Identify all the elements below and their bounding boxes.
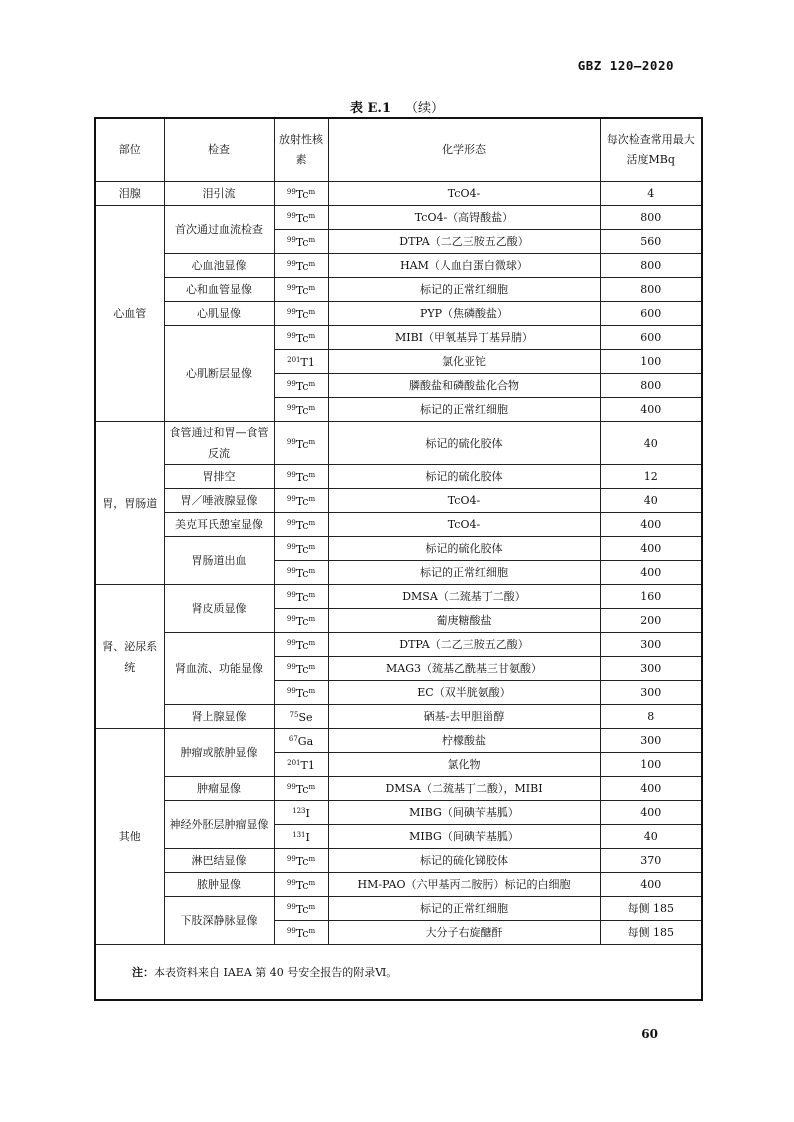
- table-row: [95, 585, 702, 609]
- activity-cell: 400: [600, 513, 702, 537]
- nuclide-metastable-mark: m: [308, 543, 316, 551]
- activity-cell: 300: [600, 657, 702, 681]
- chemical-form-cell: MIBG（间碘苄基胍）: [328, 801, 600, 825]
- nuclide-mass-number: 99: [286, 567, 296, 575]
- nuclide-symbol: Tc: [295, 639, 309, 652]
- nuclide-symbol: Tc: [295, 236, 309, 249]
- nuclide-mass-number: 99: [286, 404, 296, 412]
- activity-cell: 300: [600, 681, 702, 705]
- exam-cell: 胃肠道出血: [164, 537, 274, 585]
- nuclide-symbol: Tc: [295, 188, 309, 201]
- nuclide-mass-number: 99: [286, 639, 296, 647]
- nuclide-mass-number: 99: [286, 879, 296, 887]
- nuclide-cell: [274, 182, 328, 206]
- nuclide-mass-number: 131: [292, 831, 306, 839]
- activity-cell: 600: [600, 302, 702, 326]
- nuclide-symbol: Tc: [295, 663, 309, 676]
- exam-cell: 食管通过和胃—食管反流: [164, 422, 274, 465]
- chemical-form-cell: 标记的硫化胶体: [328, 465, 600, 489]
- table-row: [95, 777, 702, 801]
- nuclide-symbol: Tc: [295, 855, 309, 868]
- nuclide-cell: [274, 206, 328, 230]
- nuclide-metastable-mark: m: [308, 879, 316, 887]
- exam-cell: 肾皮质显像: [164, 585, 274, 633]
- nuclide-symbol: T1: [300, 759, 315, 772]
- chemical-form-cell: 标记的硫化胶体: [328, 537, 600, 561]
- col-header-exam: 检查: [164, 118, 274, 182]
- nuclide-cell: [274, 681, 328, 705]
- nuclide-metastable-mark: m: [308, 519, 316, 527]
- chemical-form-cell: TcO4-（高锝酸盐）: [328, 206, 600, 230]
- nuclide-cell: [274, 753, 328, 777]
- nuclide-cell: [274, 422, 328, 465]
- nuclide-metastable-mark: m: [308, 663, 316, 671]
- activity-cell: 160: [600, 585, 702, 609]
- chemical-form-cell: 氯化亚铊: [328, 350, 600, 374]
- nuclide-cell: [274, 489, 328, 513]
- exam-cell: 淋巴结显像: [164, 849, 274, 873]
- nuclide-symbol: Tc: [295, 380, 309, 393]
- activity-cell: 300: [600, 633, 702, 657]
- activity-cell: 400: [600, 537, 702, 561]
- chemical-form-cell: 标记的硫化锑胶体: [328, 849, 600, 873]
- exam-cell: 肾上腺显像: [164, 705, 274, 729]
- nuclide-cell: [274, 921, 328, 945]
- activity-cell: 560: [600, 230, 702, 254]
- nuclide-symbol: Tc: [295, 543, 309, 556]
- table-row: [95, 465, 702, 489]
- activity-cell: 每侧 185: [600, 921, 702, 945]
- nuclide-cell: [274, 302, 328, 326]
- nuclide-mass-number: 99: [286, 260, 296, 268]
- table-row: [95, 801, 702, 825]
- nuclide-mass-number: 99: [286, 855, 296, 863]
- activity-cell: 每侧 185: [600, 897, 702, 921]
- activity-cell: 40: [600, 825, 702, 849]
- activity-cell: 400: [600, 873, 702, 897]
- site-cell: 心血管: [95, 206, 164, 422]
- chemical-form-cell: TcO4-: [328, 489, 600, 513]
- activity-cell: 400: [600, 801, 702, 825]
- nuclide-mass-number: 99: [286, 188, 296, 196]
- activity-cell: 800: [600, 278, 702, 302]
- nuclide-cell: [274, 326, 328, 350]
- table-row: [95, 206, 702, 230]
- nuclide-mass-number: 99: [286, 783, 296, 791]
- table-row: [95, 849, 702, 873]
- nuclide-symbol: Tc: [295, 927, 309, 940]
- nuclide-metastable-mark: m: [308, 639, 316, 647]
- activity-cell: 800: [600, 374, 702, 398]
- nuclide-cell: [274, 873, 328, 897]
- chemical-form-cell: TcO4-: [328, 182, 600, 206]
- chemical-form-cell: 大分子右旋醣酐: [328, 921, 600, 945]
- table-row: [95, 422, 702, 465]
- chemical-form-cell: DMSA（二巯基丁二酸）: [328, 585, 600, 609]
- nuclide-metastable-mark: m: [308, 284, 316, 292]
- nuclide-symbol: Tc: [295, 567, 309, 580]
- activity-cell: 8: [600, 705, 702, 729]
- exam-cell: 泪引流: [164, 182, 274, 206]
- chemical-form-cell: 标记的正常红细胞: [328, 398, 600, 422]
- nuclide-mass-number: 99: [286, 437, 296, 446]
- nuclide-metastable-mark: m: [308, 783, 316, 791]
- chemical-form-cell: 标记的正常红细胞: [328, 897, 600, 921]
- nuclide-symbol: Tc: [295, 437, 309, 451]
- chemical-form-cell: 葡庚糖酸盐: [328, 609, 600, 633]
- nuclide-metastable-mark: m: [308, 404, 316, 412]
- nuclide-mass-number: 99: [286, 543, 296, 551]
- nuclide-cell: [274, 657, 328, 681]
- exam-cell: 心肌显像: [164, 302, 274, 326]
- nuclide-metastable-mark: m: [308, 855, 316, 863]
- nuclide-cell: [274, 537, 328, 561]
- nuclide-metastable-mark: m: [308, 332, 316, 340]
- col-header-site: 部位: [95, 118, 164, 182]
- table-row: [95, 513, 702, 537]
- nuclide-symbol: T1: [300, 356, 315, 369]
- activity-cell: 12: [600, 465, 702, 489]
- nuclide-metastable-mark: m: [308, 236, 316, 244]
- nuclide-mass-number: 201: [287, 759, 301, 767]
- activity-cell: 800: [600, 206, 702, 230]
- table-row: [95, 254, 702, 278]
- nuclide-cell: [274, 849, 328, 873]
- nuclide-symbol: Ga: [297, 735, 314, 748]
- table-row: [95, 633, 702, 657]
- table-continued-label: （续）: [405, 101, 445, 116]
- nuclide-symbol: Tc: [295, 519, 309, 532]
- nuclide-metastable-mark: m: [308, 380, 316, 388]
- nuclide-symbol: Tc: [295, 687, 309, 700]
- nuclide-mass-number: 99: [286, 687, 296, 695]
- table-row: [95, 873, 702, 897]
- site-cell: 泪腺: [95, 182, 164, 206]
- activity-cell: 300: [600, 729, 702, 753]
- nuclide-cell: [274, 705, 328, 729]
- chemical-form-cell: MIBI（甲氧基异丁基异腈）: [328, 326, 600, 350]
- note-label: 注：: [132, 965, 154, 979]
- chemical-form-cell: MIBG（间碘苄基胍）: [328, 825, 600, 849]
- activity-cell: 40: [600, 489, 702, 513]
- nuclide-symbol: Se: [298, 711, 313, 724]
- nuclide-mass-number: 99: [286, 927, 296, 935]
- activity-cell: 400: [600, 561, 702, 585]
- exam-cell: 脓肿显像: [164, 873, 274, 897]
- nuclide-cell: [274, 398, 328, 422]
- table-row: [95, 729, 702, 753]
- nuclide-symbol: Tc: [295, 783, 309, 796]
- nuclide-cell: [274, 633, 328, 657]
- nuclide-cell: [274, 609, 328, 633]
- nuclide-metastable-mark: m: [308, 188, 316, 196]
- table-header-row: [95, 118, 702, 182]
- activity-cell: 800: [600, 254, 702, 278]
- chemical-form-cell: 柠檬酸盐: [328, 729, 600, 753]
- nuclide-symbol: Tc: [295, 404, 309, 417]
- nuclide-cell: [274, 465, 328, 489]
- nuclide-metastable-mark: m: [308, 687, 316, 695]
- nuclide-symbol: Tc: [295, 212, 309, 225]
- nuclide-metastable-mark: m: [308, 260, 316, 268]
- table-title: 表 E.1: [349, 101, 391, 116]
- nuclide-cell: [274, 350, 328, 374]
- site-cell: 胃，胃肠道: [95, 422, 164, 585]
- col-header-nuclide: 放射性核素: [274, 118, 328, 182]
- table-row: [95, 326, 702, 350]
- chemical-form-cell: 标记的正常红细胞: [328, 278, 600, 302]
- nuclide-metastable-mark: m: [308, 437, 316, 446]
- nuclide-mass-number: 99: [286, 284, 296, 292]
- table-row: [95, 302, 702, 326]
- col-header-chemical: 化学形态: [328, 118, 600, 182]
- chemical-form-cell: HAM（人血白蛋白微球）: [328, 254, 600, 278]
- chemical-form-cell: 膦酸盐和磷酸盐化合物: [328, 374, 600, 398]
- exam-cell: 心肌断层显像: [164, 326, 274, 422]
- exam-cell: 首次通过血流检查: [164, 206, 274, 254]
- nuclide-mass-number: 123: [292, 807, 306, 815]
- nuclide-mass-number: 99: [286, 615, 296, 623]
- chemical-form-cell: 氯化物: [328, 753, 600, 777]
- table-note: [95, 945, 702, 1001]
- exam-cell: 心血池显像: [164, 254, 274, 278]
- nuclide-mass-number: 99: [286, 332, 296, 340]
- nuclide-mass-number: 99: [286, 663, 296, 671]
- nuclide-metastable-mark: m: [308, 615, 316, 623]
- nuclide-cell: [274, 729, 328, 753]
- nuclide-metastable-mark: m: [308, 495, 316, 503]
- nuclide-cell: [274, 897, 328, 921]
- activity-cell: 400: [600, 777, 702, 801]
- table-row: [95, 897, 702, 921]
- nuclide-symbol: Tc: [295, 284, 309, 297]
- table-note-row: [95, 945, 702, 1001]
- chemical-form-cell: DMSA（二巯基丁二酸），MIBI: [328, 777, 600, 801]
- activity-cell: 40: [600, 422, 702, 465]
- nuclide-symbol: Tc: [295, 308, 309, 321]
- nuclide-symbol: Tc: [295, 879, 309, 892]
- nuclide-cell: [274, 513, 328, 537]
- table-body: [95, 182, 702, 945]
- nuclide-cell: [274, 777, 328, 801]
- nuclide-cell: [274, 561, 328, 585]
- chemical-form-cell: PYP（焦磷酸盐）: [328, 302, 600, 326]
- nuclide-mass-number: 99: [286, 380, 296, 388]
- nuclide-mass-number: 99: [286, 903, 296, 911]
- activity-cell: 200: [600, 609, 702, 633]
- nuclide-symbol: Tc: [295, 903, 309, 916]
- nuclide-cell: [274, 230, 328, 254]
- exam-cell: 肿瘤或脓肿显像: [164, 729, 274, 777]
- nuclide-cell: [274, 801, 328, 825]
- radionuclide-exam-table: [94, 117, 703, 1001]
- exam-cell: 神经外胚层肿瘤显像: [164, 801, 274, 849]
- note-text: 本表资料来自 IAEA 第 40 号安全报告的附录Ⅵ。: [154, 965, 398, 979]
- nuclide-metastable-mark: m: [308, 567, 316, 575]
- nuclide-symbol: Tc: [295, 615, 309, 628]
- nuclide-mass-number: 75: [289, 711, 299, 719]
- nuclide-mass-number: 99: [286, 519, 296, 527]
- nuclide-mass-number: 99: [286, 236, 296, 244]
- activity-cell: 600: [600, 326, 702, 350]
- nuclide-symbol: I: [305, 831, 310, 844]
- site-cell: 肾、泌尿系统: [95, 585, 164, 729]
- chemical-form-cell: 标记的正常红细胞: [328, 561, 600, 585]
- nuclide-mass-number: 99: [286, 212, 296, 220]
- nuclide-metastable-mark: m: [308, 927, 316, 935]
- exam-cell: 胃排空: [164, 465, 274, 489]
- chemical-form-cell: DTPA（二乙三胺五乙酸）: [328, 230, 600, 254]
- nuclide-cell: [274, 254, 328, 278]
- chemical-form-cell: DTPA（二乙三胺五乙酸）: [328, 633, 600, 657]
- nuclide-mass-number: 201: [287, 356, 301, 364]
- table-row: [95, 705, 702, 729]
- nuclide-metastable-mark: m: [308, 308, 316, 316]
- chemical-form-cell: MAG3（巯基乙酰基三甘氨酸）: [328, 657, 600, 681]
- col-header-activity: 每次检查常用最大活度MBq: [600, 118, 702, 182]
- nuclide-symbol: I: [305, 807, 310, 820]
- standard-code: GBZ 120—2020: [577, 58, 674, 73]
- nuclide-symbol: Tc: [295, 471, 309, 484]
- nuclide-symbol: Tc: [295, 332, 309, 345]
- nuclide-symbol: Tc: [295, 260, 309, 273]
- activity-cell: 4: [600, 182, 702, 206]
- activity-cell: 400: [600, 398, 702, 422]
- nuclide-cell: [274, 278, 328, 302]
- exam-cell: 下肢深静脉显像: [164, 897, 274, 945]
- exam-cell: 肾血流、功能显像: [164, 633, 274, 705]
- table-row: [95, 537, 702, 561]
- table-caption: [0, 97, 794, 116]
- chemical-form-cell: EC（双半胱氨酸）: [328, 681, 600, 705]
- table-row: [95, 182, 702, 206]
- exam-cell: 肿瘤显像: [164, 777, 274, 801]
- nuclide-metastable-mark: m: [308, 903, 316, 911]
- nuclide-mass-number: 99: [286, 495, 296, 503]
- exam-cell: 心和血管显像: [164, 278, 274, 302]
- chemical-form-cell: 硒基-去甲胆甾醇: [328, 705, 600, 729]
- activity-cell: 100: [600, 350, 702, 374]
- table-row: [95, 489, 702, 513]
- exam-cell: 美克耳氏憩室显像: [164, 513, 274, 537]
- nuclide-mass-number: 67: [288, 735, 298, 743]
- page-number: 60: [641, 1027, 658, 1041]
- activity-cell: 100: [600, 753, 702, 777]
- chemical-form-cell: HM-PAO（六甲基丙二胺肟）标记的白细胞: [328, 873, 600, 897]
- site-cell: 其他: [95, 729, 164, 945]
- nuclide-metastable-mark: m: [308, 591, 316, 599]
- activity-cell: 370: [600, 849, 702, 873]
- chemical-form-cell: TcO4-: [328, 513, 600, 537]
- nuclide-symbol: Tc: [295, 591, 309, 604]
- nuclide-metastable-mark: m: [308, 212, 316, 220]
- nuclide-cell: [274, 825, 328, 849]
- nuclide-mass-number: 99: [286, 308, 296, 316]
- nuclide-cell: [274, 585, 328, 609]
- exam-cell: 胃／唾液腺显像: [164, 489, 274, 513]
- nuclide-metastable-mark: m: [308, 471, 316, 479]
- table-row: [95, 278, 702, 302]
- chemical-form-cell: 标记的硫化胶体: [328, 422, 600, 465]
- nuclide-mass-number: 99: [286, 591, 296, 599]
- nuclide-cell: [274, 374, 328, 398]
- nuclide-mass-number: 99: [286, 471, 296, 479]
- nuclide-symbol: Tc: [295, 495, 309, 508]
